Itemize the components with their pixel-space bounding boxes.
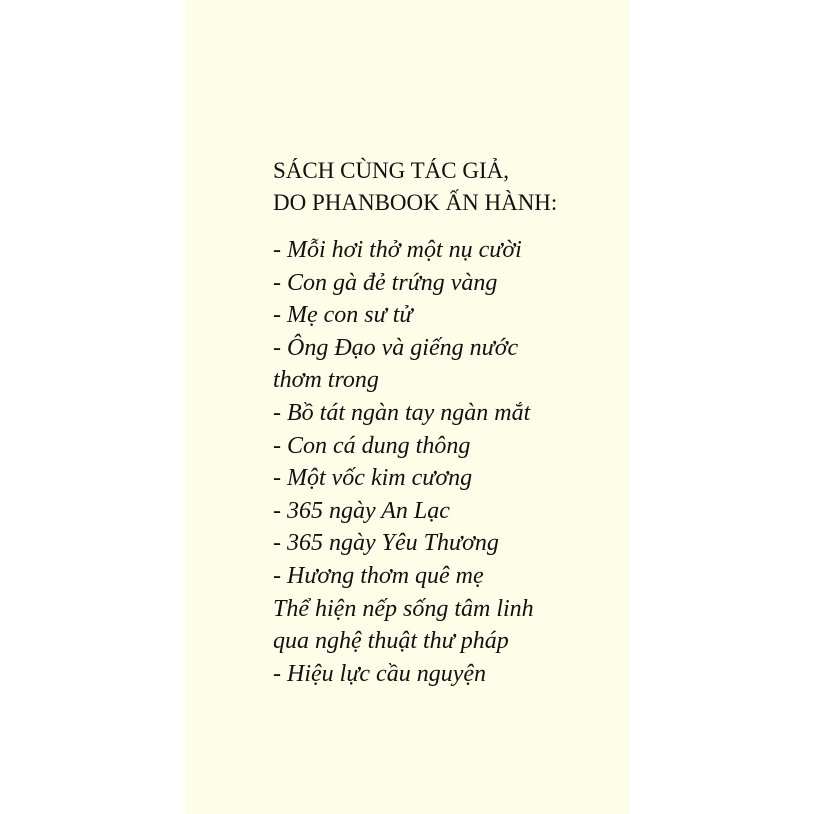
list-item: - Ông Đạo và giếng nước (273, 334, 519, 361)
list-item: - Một vốc kim cương (273, 465, 473, 492)
list-item: - Hiệu lực cầu nguyện (273, 660, 487, 687)
book-list (273, 234, 618, 690)
page-content (273, 155, 618, 690)
heading-line-2: DO PHANBOOK ẤN HÀNH: (273, 190, 558, 215)
list-item: - Con cá dung thông (273, 432, 471, 459)
list-item: - 365 ngày Yêu Thương (273, 530, 499, 557)
list-item: - 365 ngày An Lạc (273, 497, 450, 524)
list-item: - Hương thơm quê mẹ (273, 562, 484, 589)
list-item: - Mẹ con sư tử (273, 302, 413, 329)
list-item: thơm trong (273, 367, 379, 394)
list-item: - Con gà đẻ trứng vàng (273, 269, 498, 296)
list-item: Thể hiện nếp sống tâm linh (273, 595, 534, 622)
list-item: - Bồ tát ngàn tay ngàn mắt (273, 399, 531, 426)
heading-line-1: SÁCH CÙNG TÁC GIẢ, (273, 158, 509, 183)
list-item: - Mỗi hơi thở một nụ cười (273, 237, 522, 263)
list-item: qua nghệ thuật thư pháp (273, 628, 509, 655)
book-page (185, 0, 630, 814)
section-heading (273, 155, 618, 219)
